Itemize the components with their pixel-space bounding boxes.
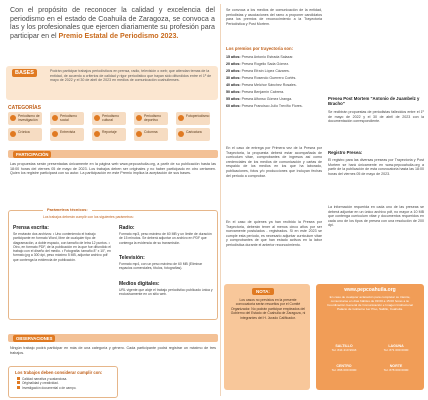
prize-line: 55 años: Presea Alfonso Gómez Uranga. <box>226 97 293 101</box>
prize-line: 30 años: Presea Rosendo Guerrero Cortés. <box>226 76 297 80</box>
category-icon <box>52 131 58 137</box>
intro-paragraph <box>10 6 215 40</box>
web-title: Medios digitales: <box>119 281 160 287</box>
prize-line: 20 años: Presea Rogelio Sada Gómez. <box>226 62 290 66</box>
tv-text: Formato mp4, con un peso máximo de 60 MB (Eliminar espacios comerciales, títulos, fotografías). <box>119 262 203 271</box>
right-repostulacion-text: En el caso de quienes ya han recibido la Presea por Trayectoria, deberán tener al menos cinco años por ser nuevamente postulados - registrados. Si en este 2023 se cumple esta período, es necesario adjuntar curriculum vitae y comprobantes de que han estado activos en la labor periodística durante el anterior reconocimiento. <box>226 220 322 247</box>
category-icon <box>136 131 142 137</box>
contacts-grid <box>320 344 420 388</box>
prize-line: 40 años: Presea Melchor Sánchez Rosales. <box>226 83 297 87</box>
criteria-item: Originalidad y creatividad. <box>17 381 76 385</box>
prize-line: 50 años: Presea Benjamín Cabrera. <box>226 90 285 94</box>
criteria-item: Calidad narrativa y sustanciosa. <box>17 377 76 381</box>
prize-line: 60 años: Presea Francisco Julio Treviño Flores. <box>226 104 303 108</box>
observaciones-tag: OBSERVACIONES <box>13 335 55 342</box>
nota-tag: NOTA: <box>252 288 274 295</box>
category-item: Periodismo social <box>50 112 84 125</box>
documentacion-text: La información requerida en cada uno de las preseas se deberá adjuntar en un único archivo pdf, no mayor a 10 MB que contenga curriculum vitae y documentos requeridos en cada uno de los tipos de presea con una resolución de 200 dpi. <box>328 205 424 228</box>
radio-title: Radio: <box>119 225 135 231</box>
category-icon <box>136 115 142 121</box>
bases-tag: BASES <box>12 69 37 77</box>
info-text: En caso de cualquier aclaración para completar su trámite, comunicarse en días hábiles de 09:00 a 15:00 horas a la: Coordinación General de Comunicación e Imagen Institucional Palacio de Gobierno 1er Piso, Saltillo, Coahuila. <box>327 295 413 311</box>
radio-text: Formato mp3, peso máximo de 60 MB y un límite de duración de 15 minutos. Se deberá adjuntar un archivo en PDF que contenga la evidencia de su transmisión. <box>119 232 212 245</box>
postmortem-title: Presea Post Mortem "Antonio de Juambelz y Bracho" <box>328 96 420 106</box>
category-icon <box>178 115 184 121</box>
prize-line: 15 años: Presea Antonio Estrada Salazar. <box>226 55 294 59</box>
contact-item: LAGUNA Tel. 871 000 0000 <box>383 344 409 352</box>
nota-box <box>224 284 310 390</box>
category-item: Reportaje <box>92 128 126 141</box>
bases-box <box>6 66 218 100</box>
category-icon <box>52 115 58 121</box>
category-item: Periodismo deportivo <box>134 112 168 125</box>
contact-item: NORTE Tel. 878 000 0000 <box>383 364 409 372</box>
observaciones-bar <box>8 334 218 342</box>
category-item: Columna <box>134 128 168 141</box>
formats-box <box>8 207 218 320</box>
category-icon <box>94 115 100 121</box>
category-icon <box>10 131 16 137</box>
contact-item: CENTRO Tel. 866 000 0000 <box>331 364 357 372</box>
category-item: Caricatura <box>176 128 210 141</box>
prensa-text: Se enviarán dos archivos: • Uno conteniendo el trabajo participante en formato Word, libre de cualquier tipo de diagramación, a doble espacio, con tamaño de letra 12 puntos. • Otro, en formato PDF, de la publicación en la que fue difundido el trabajo con el diseño del medio. • Fotografía: tamaño 8" x 10", en formato jpg a 300 dpi, peso máximo 5 MB, adjuntar archivo pdf que contenga la evidencia de publicación. <box>13 232 112 262</box>
contact-item: SALTILLO Tel. 844 410 9943 <box>331 344 357 352</box>
column-divider <box>220 4 221 396</box>
category-item: Periodismo cultural <box>92 112 126 125</box>
category-icon <box>178 131 184 137</box>
category-item: Periodismo de investigación <box>8 112 42 125</box>
nota-text: Los casos no previstos en la presente convocatoria serán resueltos por el Comité Organizador. No podrán participar empleados del Gobierno del Estado de Coahuila de Zaragoza, ni integrantes del H. Jurado Calificador. <box>230 298 306 320</box>
observaciones-text: Ningún trabajo podrá participar en más de una categoría y género. Cada participante podrá registrar un máximo de tres trabajos. <box>10 346 216 355</box>
participacion-bar <box>8 150 218 158</box>
prizes-title: Los premios por trayectoria son: <box>226 46 294 51</box>
check-icon <box>17 381 20 384</box>
criteria-box <box>8 366 118 398</box>
intro-highlight: Premio Estatal de Periodismo 2023. <box>58 31 179 40</box>
right-intro-text: Se convoca a los medios de comunicación de la entidad, periodistas y asociaciones del ramo a proponer candidatos para los premios de reconocimiento a la Trayectoria Periodística y Post Mortem. <box>226 8 322 26</box>
right-trayectoria-text: En el caso de entrega por Primera vez de la Presea por Trayectoria, la propuesta deberá estar acompañada de curriculum vitae, comprobantes de ingresos así como credenciales de los medios de comunicación y cartas de respaldo de los medios en los que ha laborado, publicaciones, fotos y/o producciones que incluyan fechas del periodo a comprobar. <box>226 146 322 178</box>
category-icon <box>94 131 100 137</box>
info-box <box>316 284 424 390</box>
category-item: Crónica <box>8 128 42 141</box>
prensa-title: Prensa escrita: <box>13 225 49 231</box>
category-item: Fotoperiodismo <box>176 112 210 125</box>
categories-grid <box>8 112 218 144</box>
check-icon <box>17 386 20 389</box>
registro-text: El registro para las diversas preseas por Trayectoria y Post Mortem se hará únicamente en www.pepcoahuila.org a partir de la publicación de esta convocatoria hasta las 18:00 horas del viernes 05 de mayo de 2023. <box>328 158 424 176</box>
criteria-title: Los trabajos deben considerar cumplir con: <box>15 370 103 375</box>
formats-head: Parámetros técnicos: <box>43 207 92 212</box>
formats-subhead: Los trabajos deberán cumplir con los siguientes parámetros: <box>43 215 134 219</box>
intro-text: Con el propósito de reconocer la calidad y excelencia del periodismo en el estado de Coahuila de Zaragoza, se convoca a las y los profesionales que ejercen diariamente su profesión para participar en el <box>10 6 215 40</box>
prize-line: 25 años: Presea Efraín López Cázares. <box>226 69 290 73</box>
criteria-list <box>17 377 76 390</box>
web-text: URL vigente que aloje el trabajo periodístico publicado única y exclusivamente en un sitio web. <box>119 288 213 297</box>
participacion-text: Las propuestas serán presentadas únicamente en la página web www.pepcoahuila.org, a partir de su publicación hasta las 18:00 horas del viernes 05 de mayo de 2023. Los trabajos deben ser originales y no haber participado en otro certamen. Quien los registre participará con su autor. La participación en este Premio implica la aceptación de sus bases. <box>10 162 216 176</box>
tv-title: Televisión: <box>119 255 145 261</box>
postmortem-text: Se recibirán propuestas de periodistas fallecidos entre el 1º de mayo de 2022 y el 30 de abril de 2023 con la documentación correspondiente. <box>328 110 424 124</box>
category-item: Entrevista <box>50 128 84 141</box>
category-icon <box>10 115 16 121</box>
registro-title: Registro Presea: <box>328 150 363 155</box>
bases-text: Podrán participar trabajos periodísticos en prensa, radio, televisión o web; que atiendan temas de la entidad, de acuerdo a criterios de calidad y rigor periodístico que hayan sido difundidos entre el 1º de mayo de 2022 y el 30 de abril de 2023 en medios de comunicación coahuilenses. <box>50 69 212 83</box>
check-icon <box>17 377 20 380</box>
website-link[interactable]: www.pepcoahuila.org <box>344 287 396 293</box>
criteria-item: Investigación documental o de campo. <box>17 386 76 390</box>
participacion-tag: PARTICIPACIÓN <box>13 151 51 158</box>
categories-title: CATEGORÍAS <box>8 105 41 111</box>
